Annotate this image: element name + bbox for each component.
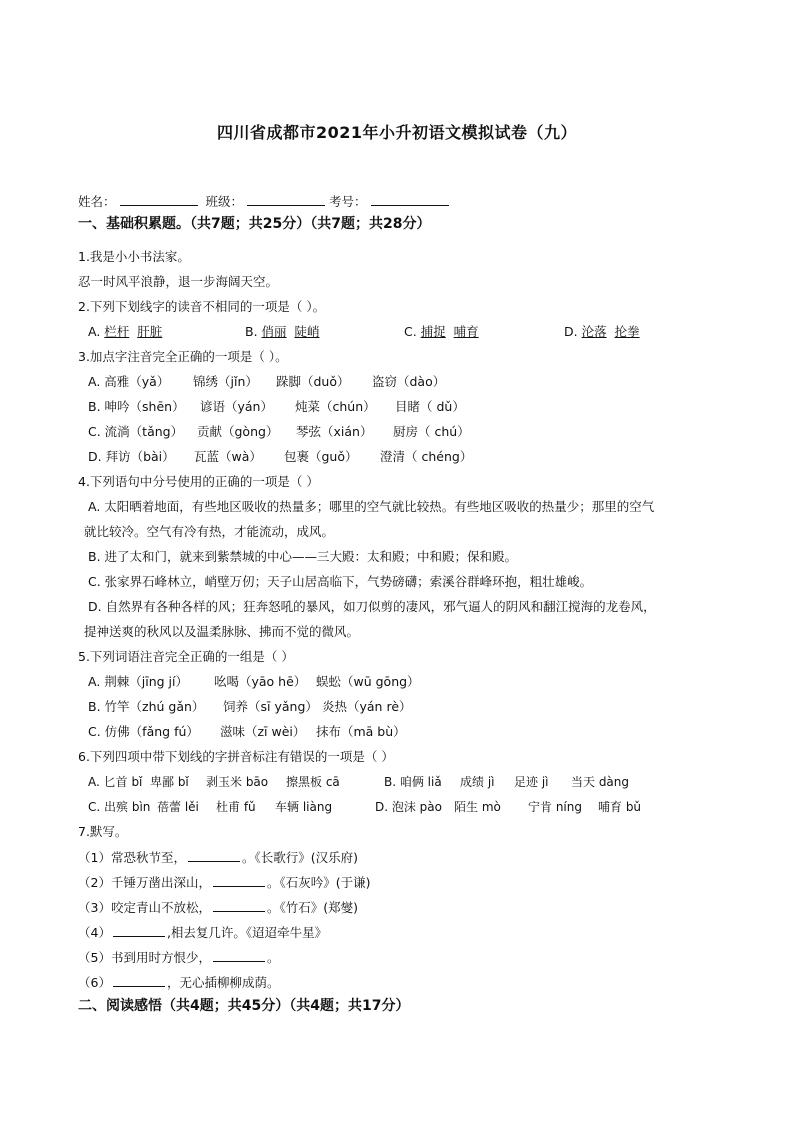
id-blank[interactable]: [371, 193, 449, 206]
q2-option-c[interactable]: C. 捕捉 哺育: [404, 324, 479, 339]
class-blank[interactable]: [247, 193, 325, 206]
q7-item-6: （6） ，无心插柳柳成荫。: [78, 975, 280, 990]
q4-option-a-line2[interactable]: 就比较冷。空气有冷有热，才能流动，成风。: [84, 524, 335, 539]
class-label: 班级：: [205, 194, 244, 209]
q4-option-a-line1[interactable]: A. 太阳晒着地面，有些地区吸收的热量多；哪里的空气就比较热。有些地区吸收的热量少；那里的空气: [88, 499, 655, 514]
name-label: 姓名：: [78, 194, 116, 209]
q5-stem: 5.下列词语注音完全正确的一组是（ ）: [78, 649, 294, 664]
q4-option-b[interactable]: B. 进了太和门，就来到紫禁城的中心——三大殿：太和殿；中和殿；保和殿。: [88, 549, 518, 564]
q7-item-1: （1）常恐秋节至， 。《长歌行》(汉乐府): [78, 850, 358, 865]
exam-page: 四川省成都市2021年小升初语文模拟试卷（九） 姓名： 班级： 考号： 一、基础积累题。（共7题；共25分）（共7题；共28分） 1.我是小小书法家。 忍一时风平浪静，退一步海阔天空。 2.下列下划线字的读音不相同的一项是（ ）。 A. 栏杆 肝脏 B. 俏丽 陡峭 C. 捕捉 哺育 D. 沦落 抡拳 3.加点字注音完全正确的一项是（ ）。 A. 高雅（yǎ） 锦绣（jǐn） 跺脚（duǒ） 盗窃（dào） B. 呻吟（shēn） 谚语（yán） 炖菜（chún） 目睹（ dǔ） C. 流淌（tǎng） 贡献（gòng） 琴弦（xián） 厨房（ chú） D. 拜访（bài） 瓦蓝（wà） 包裹（guǒ） 澄清（ chéng） 4.下列语句中分号使用的正确的一项是（ ） A. 太阳晒着地面，有些地区吸收的热量多；哪里的空气就比较热。有些地区吸收的热量少；那里的空气 就比较冷。空气有冷有热，才能流动，成风。 B. 进了太和门，就来到紫禁城的中心——三大殿：太和殿；中和殿；保和殿。 C. 张家界石峰林立，峭壁万仞；天子山居高临下，气势磅礴；索溪谷群峰环抱，粗壮雄峻。 D. 自然界有各种各样的风；狂奔怒吼的暴风，如刀似剪的凄风，邪气逼人的阴风和翻江搅海的龙卷风， 提神送爽的秋风以及温柔脉脉、拂而不觉的微风。 5.下列词语注音完全正确的一组是（ ） A. 荆棘（jīng jí） 吆喝（yāo hē） 蜈蚣（wū gōng） B. 竹竿（zhú gǎn） 饲养（sī yǎng） 炎热（yán rè） C. 仿佛（fǎng fú） 滋味（zī wèi） 抹布（mā bù） 6.下列四项中带下划线的字拼音标注有错误的一项是（ ） A. 匕首 bǐ 卑鄙 bǐ 剥玉米 bāo 擦黑板 cā B. 咱俩 liǎ 成绩 jì 足迹 jì 当天 dàng C. 出殡 bìn 蓓蕾 lěi 杜甫 fǔ 车辆 liàng D. 泡沫 pào 陌生 mò 宁肯 níng 哺育 bǔ 7.默写。 （1）常恐秋节至， 。《长歌行》(汉乐府) （2）千锤万凿出深山， 。《石灰吟》(于谦) （3）咬定青山不放松， 。《竹石》(郑燮) （4） ,相去复几许。《迢迢牵牛星》 （5）书到用时方恨少， 。 （6） ，无心插柳柳成荫。 二、阅读感悟（共4题；共45分）（共4题；共17分）: [0, 0, 794, 1123]
q7-blank-3[interactable]: [213, 899, 265, 912]
q7-item-2: （2）千锤万凿出深山， 。《石灰吟》(于谦): [78, 875, 371, 890]
q2-option-a[interactable]: A. 栏杆 肝脏: [88, 324, 163, 339]
q7-blank-4[interactable]: [113, 924, 165, 937]
q2-option-b[interactable]: B. 俏丽 陡峭: [245, 324, 320, 339]
q4-option-d-line1[interactable]: D. 自然界有各种各样的风；狂奔怒吼的暴风，如刀似剪的凄风，邪气逼人的阴风和翻江搅海的龙卷风，: [88, 599, 656, 614]
q7-item-4: （4） ,相去复几许。《迢迢牵牛星》: [78, 925, 328, 940]
exam-title: 四川省成都市2021年小升初语文模拟试卷（九）: [216, 123, 578, 142]
q1-text: 忍一时风平浪静，退一步海阔天空。: [78, 274, 279, 289]
q1-stem: 1.我是小小书法家。: [78, 249, 190, 264]
q7-blank-5[interactable]: [213, 949, 265, 962]
q2-stem: 2.下列下划线字的读音不相同的一项是（ ）。: [78, 299, 326, 314]
section1-heading: 一、基础积累题。（共7题；共25分）（共7题；共28分）: [78, 216, 431, 232]
q4-option-d-line2[interactable]: 提神送爽的秋风以及温柔脉脉、拂而不觉的微风。: [84, 624, 360, 639]
q3-stem: 3.加点字注音完全正确的一项是（ ）。: [78, 349, 288, 364]
section2-heading: 二、阅读感悟（共4题；共45分）（共4题；共17分）: [78, 998, 410, 1014]
q7-blank-6[interactable]: [113, 974, 165, 987]
name-blank[interactable]: [120, 193, 198, 206]
id-label: 考号：: [329, 194, 367, 209]
q7-blank-1[interactable]: [188, 849, 240, 862]
q7-stem: 7.默写。: [78, 824, 128, 839]
q4-option-c[interactable]: C. 张家界石峰林立，峭壁万仞；天子山居高临下，气势磅礴；索溪谷群峰环抱，粗壮雄峻。: [88, 574, 593, 589]
q7-blank-2[interactable]: [213, 874, 265, 887]
student-info-row: [78, 193, 453, 210]
q2-option-d[interactable]: D. 沦落 抡拳: [564, 324, 640, 339]
q4-stem: 4.下列语句中分号使用的正确的一项是（ ）: [78, 474, 319, 489]
q7-item-5: （5）书到用时方恨少， 。: [78, 950, 280, 965]
q7-item-3: （3）咬定青山不放松， 。《竹石》(郑燮): [78, 900, 358, 915]
q6-stem: 6.下列四项中带下划线的字拼音标注有错误的一项是（ ）: [78, 749, 394, 764]
